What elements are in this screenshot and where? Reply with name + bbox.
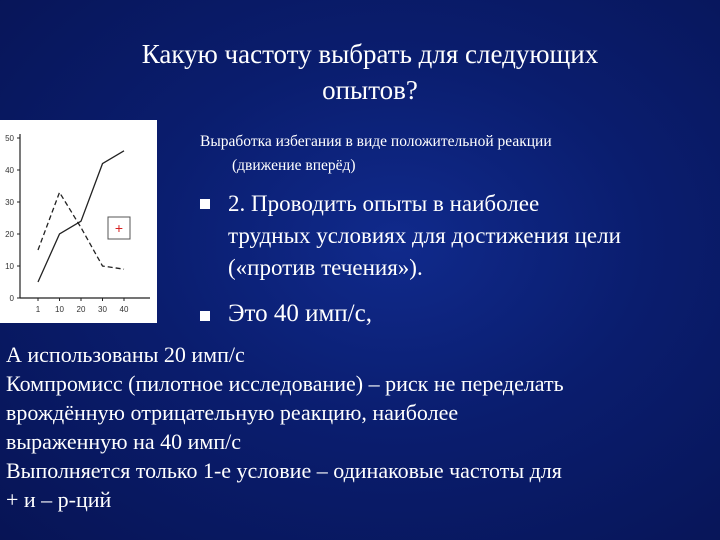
body-line-5: Выполняется только 1-е условие – одинаковые частоты для — [6, 458, 562, 483]
x-tick-label: 40 — [119, 305, 129, 314]
body-line-4: выраженную на 40 имп/с — [6, 429, 241, 454]
body-line-1: А использованы 20 имп/с — [6, 342, 245, 367]
chart-subtitle-line1: Выработка избегания в виде положительной реакции — [200, 133, 552, 150]
body-line-6: + и – р-ций — [6, 487, 112, 512]
x-tick-label: 10 — [55, 305, 64, 314]
bullet-2-line1: Это 40 имп/с, — [228, 300, 372, 327]
slide-title — [60, 36, 680, 108]
y-tick-label: 10 — [5, 262, 14, 271]
x-tick-label: 1 — [35, 305, 41, 314]
frequency-chart — [0, 120, 157, 323]
y-tick-label: 30 — [5, 198, 14, 207]
x-tick-label: 20 — [76, 305, 86, 314]
body-line-3: врождённую отрицательную реакцию, наиболее — [6, 400, 459, 425]
x-tick-label: 30 — [98, 305, 107, 314]
plus-marker-label: + — [114, 220, 124, 236]
chart-subtitle — [200, 130, 700, 178]
body-text — [6, 340, 716, 514]
y-tick-label: 0 — [9, 294, 14, 303]
bullet-item-1 — [200, 188, 710, 284]
body-line-2: Компромисс (пилотное исследование) – риск не переделать — [6, 371, 564, 396]
slide-title-line2: опытов? — [322, 75, 418, 105]
y-tick-label: 20 — [5, 230, 14, 239]
bullet-1-line1: 2. Проводить опыты в наиболее — [228, 191, 540, 216]
bullet-1-line3: («против течения»). — [228, 255, 423, 280]
square-bullet-icon — [200, 199, 210, 209]
slide-title-line1: Какую частоту выбрать для следующих — [141, 39, 599, 69]
chart-subtitle-line2: (движение вперёд) — [232, 157, 356, 174]
chart-svg — [0, 120, 157, 323]
y-tick-label: 40 — [5, 166, 14, 175]
bullet-item-2 — [200, 298, 710, 330]
bullet-1-line2: трудных условиях для достижения цели — [228, 223, 621, 248]
y-tick-label: 50 — [5, 134, 14, 143]
square-bullet-icon — [200, 311, 210, 321]
